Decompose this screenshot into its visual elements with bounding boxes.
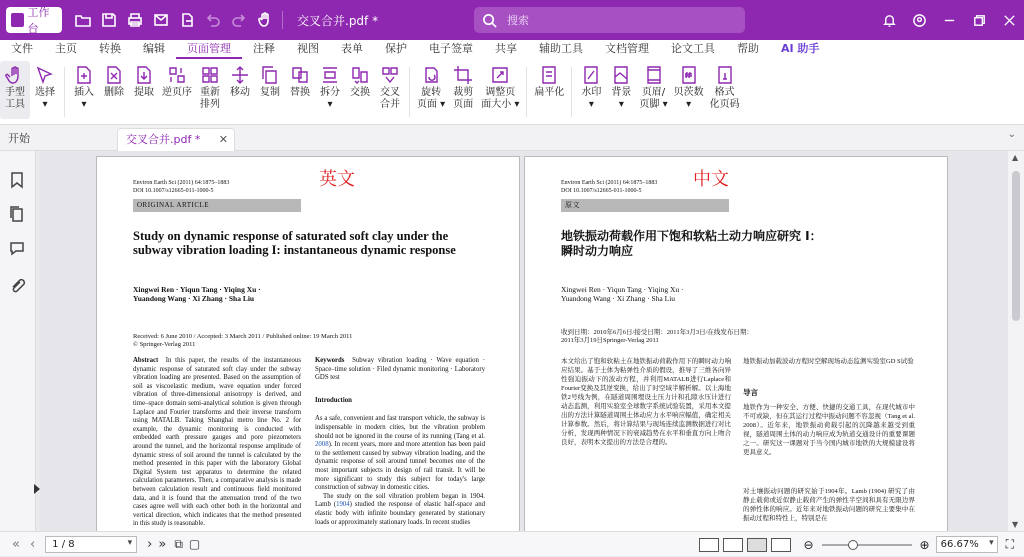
menu-item-11[interactable]: 辅助工具: [539, 42, 583, 55]
ribbon-label: 删除: [104, 87, 124, 98]
keywords-text: Subway vibration loading · Wave equation · Space–time solution · Filed dynamic monitoring · Laboratory GDS test: [315, 357, 485, 382]
zoom-slider[interactable]: [822, 544, 912, 546]
intro-text-2b: ) studied the response of elastic half-space and elastic body with infinite boundary generated by stationary loads or approximately stationary loads. In recent studies: [315, 501, 485, 526]
ribbon-label: 提取: [134, 87, 154, 98]
ribbon-divider: [526, 67, 527, 117]
move-page-icon: [228, 63, 252, 87]
right-column-cn: [743, 357, 915, 523]
menu-bar: [0, 40, 1024, 59]
ribbon-label: 移动: [230, 87, 250, 98]
extract-page-icon: [132, 63, 156, 87]
ribbon-button-flatten[interactable]: [531, 61, 567, 99]
intro-text-1a: As a safe, convenient and fast transport vehicle, the subway is indispensable in modern cities, but the vibration problem should not be ignored in the course of its running (Tang et al.: [315, 415, 485, 440]
citation-link-1904[interactable]: 1904: [336, 501, 350, 509]
undo-icon[interactable]: [202, 9, 224, 31]
menu-item-14[interactable]: 帮助: [737, 42, 759, 55]
select-cursor-icon: [33, 63, 57, 87]
continuous-view-icon[interactable]: [723, 538, 743, 552]
ribbon-button-rearrange[interactable]: [195, 61, 225, 111]
menu-item-5[interactable]: 注释: [253, 42, 275, 55]
ribbon-button-interleave-merge[interactable]: [375, 61, 405, 111]
scroll-down-icon[interactable]: ▼: [1012, 520, 1019, 529]
ribbon-label: 页眉/ 页脚 ▾: [639, 87, 668, 110]
menu-item-4[interactable]: 页面管理: [176, 40, 242, 59]
introduction-cn-paragraph-1: 地铁作为一种安全、方便、快捷的交通工具，在现代城市中不可或缺，但在其运行过程中振动问题不容忽视（Tang et al. 2008）。近年来，地铁振动荷载引起的沉降越来越受到重视，隧道周围土体的动力响应成为轨道交通设计的重要课题之一。研究这一课题对于当今国内城市地铁的大规模建设将更具意义。: [743, 404, 915, 456]
first-page-icon[interactable]: «: [12, 536, 20, 552]
search-placeholder: 搜索: [507, 14, 529, 27]
ribbon-button-insert-page[interactable]: [69, 61, 99, 111]
notification-bell-icon[interactable]: [874, 0, 904, 40]
ribbon-button-replace-page[interactable]: [285, 61, 315, 99]
ribbon-button-delete-page[interactable]: [99, 61, 129, 99]
two-page-view-icon[interactable]: [747, 538, 767, 552]
article-title: Study on dynamic response of saturated soft clay under the subway vibration loading I: instantaneous dynamic response: [133, 229, 456, 257]
menu-item-1[interactable]: 主页: [55, 42, 77, 55]
keywords-cn: 地铁振动加载波动方程时空解现场动态监测实验室GD S试验: [743, 358, 914, 365]
menu-item-9[interactable]: 电子签章: [429, 42, 473, 55]
right-column: [315, 357, 485, 527]
abstract-column-cn: 本文给出了饱和软粘土在地铁振动荷载作用下的瞬时动力响应结果。基于土体为粘弹性介质的假设，推导了三维各向异性强迫振动下的波动方程，并利用MATALB进行Laplace和Fourier变换及其逆变换，给出了时空域半解析解。以上海地铁2号线为例，在隧道周围埋设土压力计和孔隙水压计进行动态监测，利用实验室全球数字系统试验装置，采用本文提出的方法计算隧道周围土体动应力水平响应幅值，确定相关计算参数。然后，将计算结果与现场连续监测数据进行对比分析，发现两种情况下的衰减趋势在水平和垂直方向上吻合良好，表明本文提出的方法是合理的。: [561, 358, 731, 446]
workspace-label: 工作台: [27, 6, 50, 35]
journal-citation-cn: Environ Earth Sci (2011) 64:1875–1883: [561, 180, 658, 186]
minimize-icon[interactable]: [934, 0, 964, 40]
abstract-heading: Abstract: [133, 357, 159, 364]
search-box[interactable]: [474, 7, 745, 33]
ribbon-label: 手型 工具: [5, 87, 25, 110]
menu-item-0[interactable]: 文件: [11, 42, 33, 55]
ribbon-button-resize-page[interactable]: [478, 61, 522, 111]
intro-text-2a: The study on the soil vibration problem began in 1904. Lamb (: [315, 492, 485, 509]
ribbon-divider: [409, 67, 410, 117]
bookmark-icon[interactable]: [8, 171, 28, 191]
vertical-scrollbar[interactable]: [1008, 151, 1024, 531]
zoom-level-field[interactable]: [936, 536, 998, 553]
ribbon-button-swap[interactable]: [345, 61, 375, 99]
tab-document[interactable]: [117, 128, 235, 151]
menu-item-6[interactable]: 视图: [297, 42, 319, 55]
next-page-icon[interactable]: ›: [147, 536, 153, 552]
ribbon-button-watermark[interactable]: [576, 61, 606, 111]
redo-icon[interactable]: [228, 9, 250, 31]
received-dates-cn: 收到日期：2010年6月6日/接受日期：2011年3月3日/在线发布日期：2011年3月19日Springer-Verlag 2011: [561, 329, 753, 344]
account-avatar-icon[interactable]: [904, 0, 934, 40]
ribbon-button-copy-page[interactable]: [255, 61, 285, 99]
ribbon-label: 贝茨数 ▾: [673, 87, 704, 110]
hand-tool-icon: [3, 63, 27, 87]
introduction-cn-paragraph-2: 对土壤振动问题的研究始于1904年。Lamb (1904) 研究了由静止载荷或近似静止载荷产生的弹性半空间和具有无限边界的弹性体的响应。近年来对地铁振动问题的研究主要集中在振动过程和特性上，特别是在: [743, 488, 915, 522]
ribbon-button-reverse-order[interactable]: [159, 61, 195, 99]
flatten-icon: [537, 63, 561, 87]
authors-cn-line-2: Yuandong Wang · Xi Zhang · Sha Liu: [561, 294, 676, 303]
abstract-column: [133, 357, 301, 529]
open-folder-icon[interactable]: [72, 9, 94, 31]
last-page-icon[interactable]: »: [158, 536, 167, 552]
zoom-out-icon[interactable]: ⊖: [803, 537, 814, 552]
crop-page-icon: [451, 63, 475, 87]
keywords-heading: Keywords: [315, 357, 345, 364]
swap-icon: [348, 63, 372, 87]
title-bar: [0, 0, 1024, 40]
close-tab-icon[interactable]: ✕: [218, 133, 228, 146]
ribbon-button-background[interactable]: [606, 61, 636, 111]
page-english: [96, 156, 520, 531]
journal-citation: Environ Earth Sci (2011) 64:1875–1883: [133, 180, 230, 186]
reverse-order-icon: [165, 63, 189, 87]
split-icon: [318, 63, 342, 87]
zoom-in-icon[interactable]: ⊕: [919, 537, 930, 552]
citation-link-2008[interactable]: 2008: [315, 441, 329, 449]
email-icon[interactable]: [150, 9, 172, 31]
restore-icon[interactable]: [964, 0, 994, 40]
english-page-label: 英文: [319, 169, 355, 190]
journal-doi: DOI 10.1007/s12665-011-1000-5: [133, 188, 214, 194]
article-type-band: ORIGINAL ARTICLE: [133, 199, 301, 212]
workspace-button[interactable]: [6, 7, 62, 33]
menu-item-13[interactable]: 论文工具: [671, 42, 715, 55]
page-chinese: [524, 156, 948, 531]
ribbon-label: 交换: [350, 87, 370, 98]
ribbon-toolbar: [0, 59, 1024, 125]
document-tab-bar: [0, 125, 1024, 151]
hand-tool-icon[interactable]: [254, 9, 276, 31]
menu-item-8[interactable]: 保护: [385, 42, 407, 55]
single-page-view-icon[interactable]: [699, 538, 719, 552]
authors-cn-line-1: Xingwei Ren · Yiqun Tang · Yiqing Xu ·: [561, 285, 684, 294]
introduction-paragraph-2: [315, 493, 485, 527]
authors-line-1: Xingwei Ren · Yiqun Tang · Yiqing Xu ·: [133, 285, 261, 294]
scroll-up-icon[interactable]: ▲: [1012, 153, 1019, 162]
ribbon-label: 拆分 ▾: [320, 87, 340, 110]
tab-start-label: 开始: [8, 132, 30, 145]
ribbon-button-header-footer[interactable]: [636, 61, 670, 111]
ribbon-button-bates-number[interactable]: [671, 61, 707, 111]
ribbon-button-split[interactable]: [315, 61, 345, 111]
background-icon: [609, 63, 633, 87]
ribbon-button-select-cursor[interactable]: [30, 61, 60, 111]
rotate-page-icon: [419, 63, 443, 87]
header-footer-icon: [642, 63, 666, 87]
left-sidebar: [0, 151, 36, 531]
introduction-paragraph-1: [315, 415, 485, 492]
ribbon-label: 选择 ▾: [35, 87, 55, 110]
menu-item-10[interactable]: 共享: [495, 42, 517, 55]
export-icon[interactable]: [176, 9, 198, 31]
ribbon-label: 复制: [260, 87, 280, 98]
ribbon-button-format-page-number[interactable]: [707, 61, 743, 111]
introduction-heading: Introduction: [315, 396, 352, 404]
menu-item-3[interactable]: 编辑: [143, 42, 165, 55]
authors-line-2: Yuandong Wang · Xi Zhang · Sha Liu: [133, 294, 255, 303]
menu-item-12[interactable]: 文档管理: [605, 42, 649, 55]
document-title: 交叉合并.pdf *: [297, 13, 379, 28]
ribbon-label: 交叉 合并: [380, 87, 400, 110]
close-window-icon[interactable]: [994, 0, 1024, 40]
watermark-icon: [579, 63, 603, 87]
journal-header-cn: [561, 179, 657, 195]
ribbon-label: 背景 ▾: [611, 87, 632, 110]
menu-item-15[interactable]: AI 助手: [781, 42, 820, 55]
document-canvas: [40, 151, 1008, 531]
toolbar-divider: [282, 11, 283, 29]
ribbon-label: 裁剪 页面: [453, 87, 474, 110]
menu-item-2[interactable]: 转换: [99, 42, 121, 55]
chinese-page-label: 中文: [693, 169, 729, 190]
article-title-cn: 地铁振动荷载作用下饱和软粘土动力响应研究 I：瞬时动力响应: [561, 229, 822, 258]
page-number-field[interactable]: [45, 536, 137, 553]
ribbon-label: 格式 化页码: [709, 87, 740, 110]
intro-text-1b: ). In recent years, more and more attention has been paid to the settlement caused by subway vibration loading, and the dynamic response of soil around tunnel becomes one of the most important subjects in design of rail transit. It will be more significant to study this subject for today's large construction of subway in domestic cities.: [315, 441, 485, 492]
ribbon-button-rotate-page[interactable]: [414, 61, 448, 111]
two-page-continuous-view-icon[interactable]: [771, 538, 791, 552]
ribbon-button-crop-page[interactable]: [448, 61, 478, 111]
ribbon-button-extract-page[interactable]: [129, 61, 159, 99]
resize-page-icon: [488, 63, 512, 87]
abstract-text: In this paper, the results of the instantaneous dynamic response of saturated soft clay under the subway vibration loading are presented. Based on the assumption of soil as viscoelastic medium, wave equation under forced vibration of three-dimensional anisotropy is derived, and time–space domain semi-analytical solution is given through Laplace and Fourier transforms and their inverse transform using MATALB. Taking Shanghai metro line No. 2 for example, the dynamic monitoring is conducted with embedded earth pressure gauges and pore piezometers around the tunnel, and the horizontal response amplitude of dynamic stress of soil around the tunnel is calculated by the method presented in this paper with the laboratory Global Digital System test apparatus to determine the related calculation parameters. Then, a comparative analysis is made between calculation result and continuous field monitored data, and it is found that the attenuation trend of the two cases agree well with each other both in the horizontal and vertical direction, which indicates that the method presented in this study is reasonable.: [133, 357, 301, 528]
article-type-band-cn: 原文: [561, 199, 729, 212]
copyright: © Springer-Verlag 2011: [133, 341, 196, 348]
menu-item-7[interactable]: 表单: [341, 42, 363, 55]
tab-start[interactable]: [0, 128, 114, 151]
status-bar: [0, 531, 1024, 556]
ribbon-label: 水印 ▾: [581, 87, 602, 110]
ribbon-button-hand-tool[interactable]: [0, 61, 30, 119]
ribbon-divider: [64, 67, 65, 117]
insert-page-icon: [72, 63, 96, 87]
ribbon-label: 调整页 面大小 ▾: [481, 87, 520, 110]
page-thumbnails-icon[interactable]: [8, 205, 28, 225]
received-dates: Received: 6 June 2010 / Accepted: 3 March 2011 / Published online: 19 March 2011: [133, 333, 353, 340]
ribbon-label: 重新 排列: [200, 87, 220, 110]
tab-document-label: 交叉合并.pdf *: [126, 133, 201, 146]
ribbon-divider: [571, 67, 572, 117]
previous-page-icon[interactable]: ‹: [29, 536, 36, 552]
page-number-value: 1 / 8: [52, 538, 75, 550]
page-view-icon[interactable]: ▢: [188, 537, 201, 551]
status-right: [699, 532, 1024, 557]
ribbon-label: 逆页序: [162, 87, 192, 98]
zoom-dropdown-icon[interactable]: ▾: [989, 538, 994, 548]
ribbon-button-move-page[interactable]: [225, 61, 255, 99]
interleave-merge-icon: [378, 63, 402, 87]
zoom-level-value: 66.67%: [940, 539, 979, 550]
introduction-heading-cn: 导言: [743, 388, 758, 397]
journal-header: [133, 179, 229, 195]
window-controls: [874, 0, 1024, 40]
copy-page-icon: [258, 63, 282, 87]
format-page-number-icon: [713, 63, 737, 87]
rearrange-icon: [198, 63, 222, 87]
attachment-icon[interactable]: [8, 277, 28, 297]
ribbon-label: 扁平化: [534, 87, 565, 98]
search-icon: [482, 13, 497, 28]
zoom-slider-knob[interactable]: [848, 540, 858, 550]
fit-page-icon[interactable]: ⧉: [174, 536, 183, 551]
app-logo-icon: [11, 13, 24, 27]
scrollbar-thumb[interactable]: [1012, 171, 1020, 321]
comment-icon[interactable]: [8, 239, 28, 259]
save-icon[interactable]: [98, 9, 120, 31]
ribbon-label: 替换: [290, 87, 310, 98]
page-dropdown-icon[interactable]: ▾: [127, 537, 133, 548]
print-icon[interactable]: [124, 9, 146, 31]
tab-list-chevron-icon[interactable]: ⌄: [1007, 129, 1016, 140]
delete-page-icon: [102, 63, 126, 87]
replace-page-icon: [288, 63, 312, 87]
journal-doi-cn: DOI 10.1007/s12665-011-1000-5: [561, 188, 642, 194]
ribbon-label: 插入 ▾: [74, 87, 94, 110]
fullscreen-icon[interactable]: ⛶: [1005, 537, 1014, 551]
bates-number-icon: [677, 63, 701, 87]
ribbon-label: 旋转 页面 ▾: [417, 87, 446, 110]
